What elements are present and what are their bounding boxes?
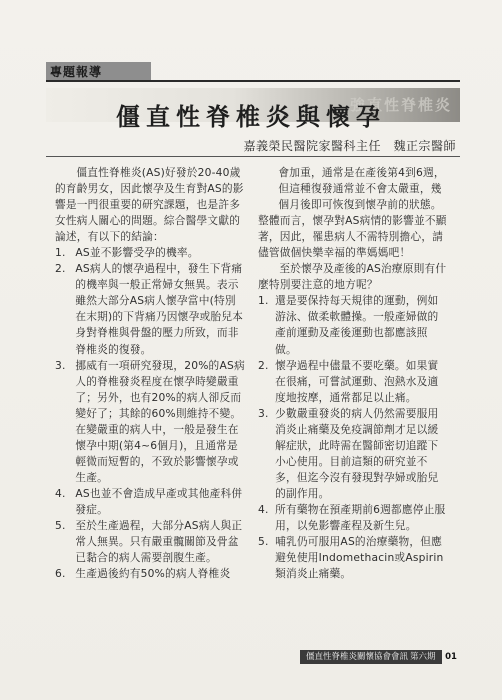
item-text: 生產過後約有50%的病人脊椎炎 bbox=[75, 567, 231, 581]
item-number: 3. bbox=[55, 358, 66, 372]
item-number: 4. bbox=[55, 486, 66, 500]
list-item bbox=[55, 358, 245, 486]
item-number: 2. bbox=[258, 358, 269, 372]
top-rule bbox=[46, 80, 460, 82]
footer-issue: 第六期 bbox=[410, 652, 436, 662]
item-number: 1. bbox=[258, 294, 269, 308]
item-text: 還是要保持每天規律的運動，例如游泳、做柔軟體操。一般產婦做的產前運動及產後運動也都應該照做。 bbox=[275, 294, 439, 356]
item-text: 少數嚴重發炎的病人仍然需要服用消炎止痛藥及免疫調節劑才足以緩解症狀，此時需在醫師密切追蹤下小心使用。目前這類的研究並不多，但迄今沒有發現對孕婦或胎兒的副作用。 bbox=[275, 406, 439, 500]
article-title: 僵直性脊椎炎與懷孕 bbox=[116, 102, 386, 131]
list-item bbox=[55, 518, 245, 566]
section-tag bbox=[46, 62, 151, 80]
item-text: AS也並不會造成早產或其他產科併發症。 bbox=[75, 486, 243, 516]
list-item bbox=[258, 502, 448, 534]
item-text: 挪威有一項研究發現，20%的AS病人的脊椎發炎程度在懷孕時變嚴重了；另外，也有20%的病人卻反而變好了；其餘的60%則維持不變。在變嚴重的病人中，一般是發生在懷孕中期(第4~6個月)，且通常是輕微而短暫的，不致於影響懷孕或生產。 bbox=[75, 358, 245, 484]
item-number: 6. bbox=[55, 567, 66, 581]
banner-text: 強直性脊椎炎 bbox=[349, 96, 452, 114]
list-item bbox=[55, 566, 245, 582]
list-item bbox=[258, 358, 448, 406]
item-text: 懷孕過程中儘量不要吃藥。如果實在很痛，可嘗試運動、泡熱水及適度地按摩，通常都足以止痛。 bbox=[275, 358, 439, 404]
item-text: AS並不影響受孕的機率。 bbox=[75, 246, 199, 260]
footer-publication: 僵直性脊椎炎關懷協會會訊 bbox=[306, 652, 409, 662]
page-number: 01 bbox=[442, 650, 460, 664]
page-footer bbox=[300, 650, 460, 664]
author-line: 嘉義榮民醫院家醫科主任 魏正宗醫師 bbox=[243, 139, 456, 153]
treatment-intro: 至於懷孕及產後的AS治療原則有什麼特別要注意的地方呢？ bbox=[258, 262, 447, 292]
header-divider bbox=[46, 156, 460, 157]
item-text: AS病人的懷孕過程中，發生下背痛的機率與一般正常婦女無異。表示雖然大部分AS病人懷孕當中(特別在末期)的下背痛乃因懷孕或胎兒本身對脊椎與骨盤的壓力所致，而非脊椎炎的復發。 bbox=[75, 262, 244, 356]
list-item bbox=[55, 486, 245, 518]
item-text: 哺乳仍可服用AS的治療藥物，但應避免使用Indomethacin或Aspirin類消炎止痛藥。 bbox=[275, 535, 444, 581]
item-number: 2. bbox=[55, 262, 66, 276]
list-item bbox=[55, 261, 245, 357]
item-number: 3. bbox=[258, 406, 269, 420]
list-item bbox=[258, 406, 448, 502]
item-number: 4. bbox=[258, 502, 269, 516]
item-text: 所有藥物在預產期前6週都應停止服用，以免影響產程及新生兒。 bbox=[275, 502, 446, 533]
list-item bbox=[55, 245, 245, 261]
section-label: 專題報導 bbox=[50, 65, 103, 79]
summary-paragraph: 整體而言，懷孕對AS病情的影響並不顯著，因此，罹患病人不需特別擔心，請儘管做個快樂幸福的準媽媽吧！ bbox=[258, 214, 447, 260]
left-column bbox=[55, 165, 245, 582]
intro-paragraph: 僵直性脊椎炎(AS)好發於20-40歲的育齡男女，因此懷孕及生育對AS的影響是一門很重要的研究課題，也是許多女性病人關心的問題。綜合醫學文獻的論述，有以下的結論： bbox=[55, 166, 244, 244]
continuation-text: 會加重，通常是在產後第4到6週，但這種復發通常並不會太嚴重，幾個月後即可恢復到懷孕前的狀態。 bbox=[278, 166, 445, 212]
item-number: 1. bbox=[55, 246, 66, 260]
list-item bbox=[258, 293, 448, 357]
item-number: 5. bbox=[258, 535, 269, 549]
right-column bbox=[258, 165, 448, 582]
list-item bbox=[258, 534, 448, 582]
item-number: 5. bbox=[55, 519, 66, 533]
item-text: 至於生產過程，大部分AS病人與正常人無異。只有嚴重髖關節及骨盆已黏合的病人需要剖腹生產。 bbox=[75, 519, 243, 565]
